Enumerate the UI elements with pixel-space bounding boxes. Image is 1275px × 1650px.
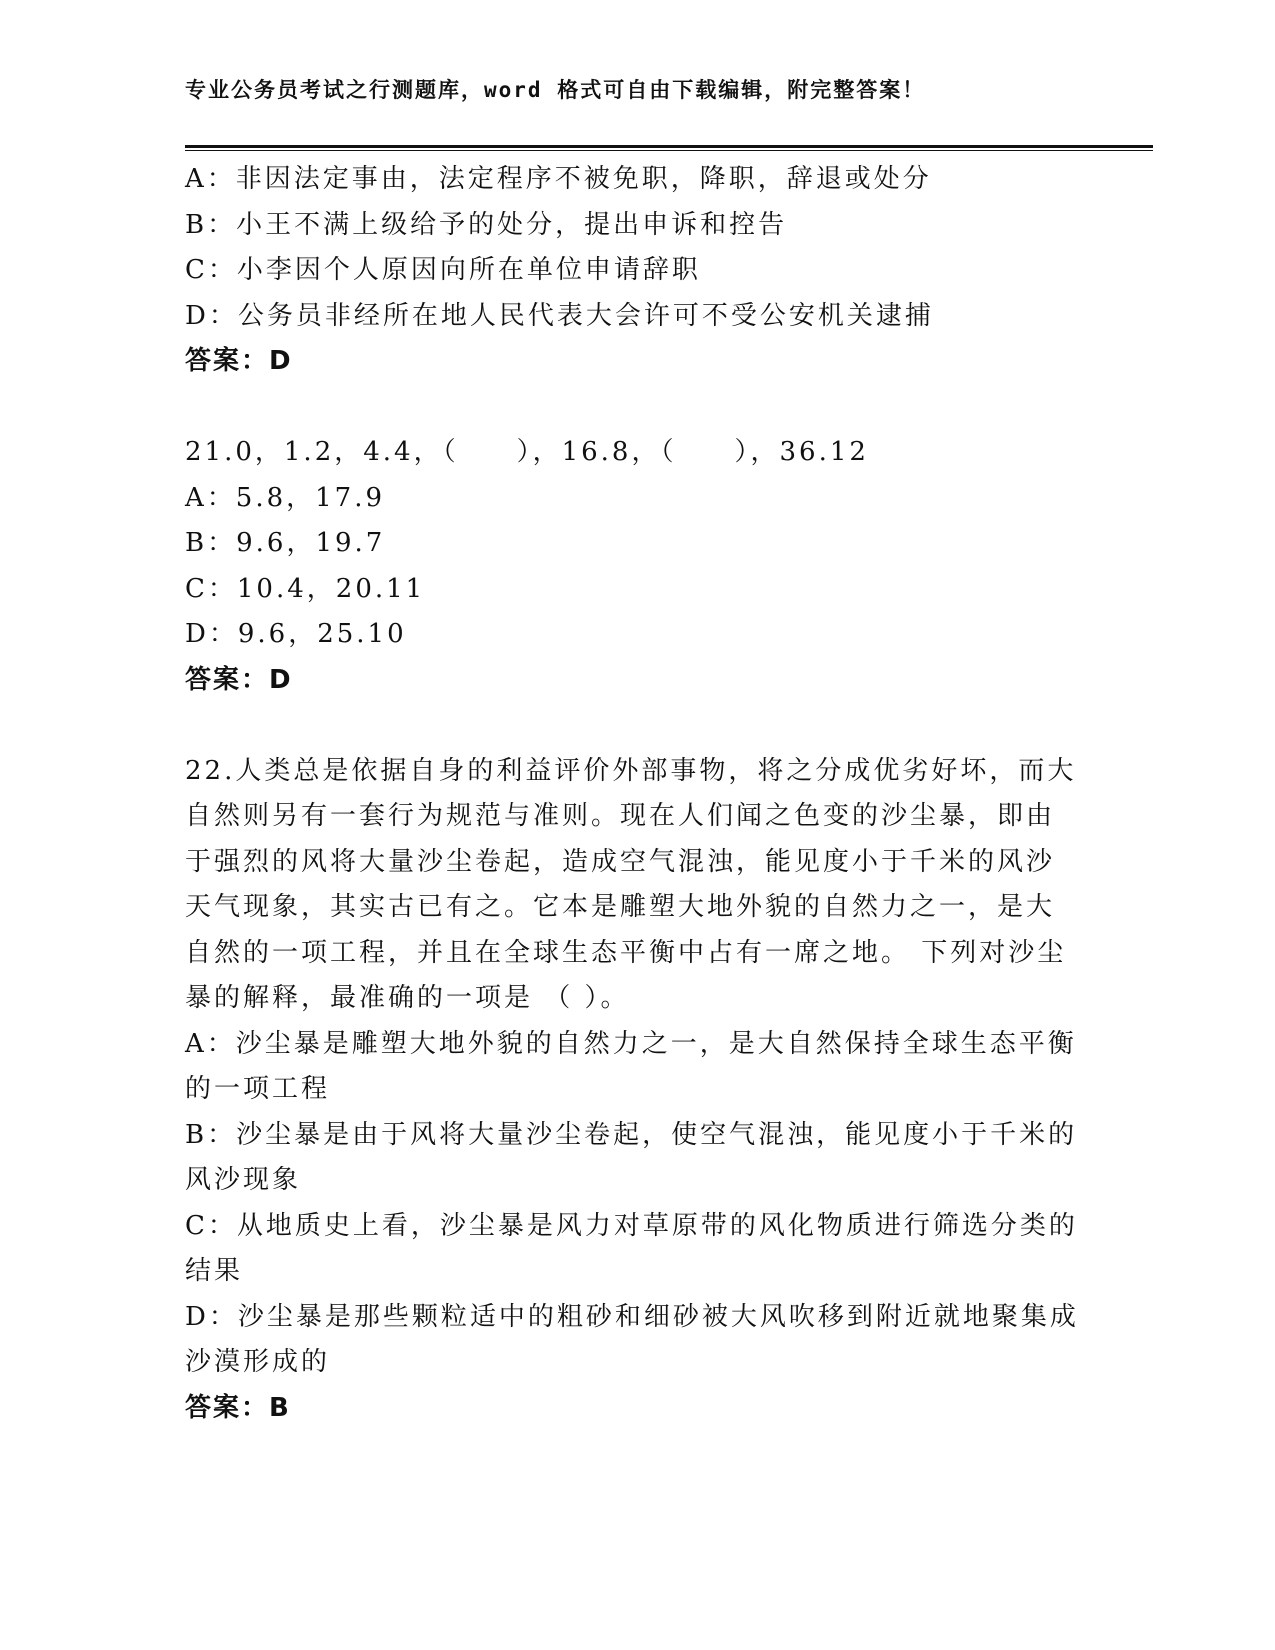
question-stem: 21.0，1.2，4.4，（ ），16.8，（ ），36.12 [185, 437, 869, 467]
option-a: A：非因法定事由，法定程序不被免职，降职，辞退或处分 [185, 164, 932, 194]
option-b: B：9.6，19.7 [185, 528, 386, 558]
option-d-line-2: 沙漠形成的 [185, 1347, 331, 1377]
question-stem-line: 自然的一项工程，并且在全球生态平衡中占有一席之地。 下列对沙尘 [185, 937, 1067, 968]
page-header: 专业公务员考试之行测题库，word 格式可自由下载编辑，附完整答案！ [185, 78, 926, 102]
option-a: A：5.8，17.9 [185, 482, 386, 513]
option-a-line-1: A：沙尘暴是雕塑大地外貌的自然力之一，是大自然保持全球生态平衡 [185, 1028, 1077, 1059]
prev-question-block [185, 157, 1065, 385]
question-stem-line: 22.人类总是依据自身的利益评价外部事物，将之分成优劣好坏，而大 [185, 755, 1077, 786]
question-stem-line: 天气现象，其实古已有之。它本是雕塑大地外貌的自然力之一，是大 [185, 892, 1056, 922]
option-b-line-1: B：沙尘暴是由于风将大量沙尘卷起，使空气混浊，能见度小于千米的 [185, 1119, 1078, 1150]
option-a-line-2: 的一项工程 [185, 1074, 331, 1104]
document-body [185, 157, 1079, 1431]
option-d-line-1: D：沙尘暴是那些颗粒适中的粗砂和细砂被大风吹移到附近就地聚集成 [185, 1301, 1079, 1332]
spacer [185, 703, 1065, 749]
answer-label: 答案：B [185, 1392, 291, 1423]
header-rule-thick [185, 145, 1153, 148]
option-c-line-1: C：从地质史上看，沙尘暴是风力对草原带的风化物质进行筛选分类的 [185, 1210, 1078, 1241]
option-c: C：10.4，20.11 [185, 573, 426, 604]
answer-label: 答案：D [185, 346, 293, 376]
option-b: B：小王不满上级给予的处分，提出申诉和控告 [185, 209, 788, 240]
option-b-line-2: 风沙现象 [185, 1165, 302, 1195]
question-stem-line: 自然则另有一套行为规范与准则。现在人们闻之色变的沙尘暴，即由 [185, 801, 1056, 831]
question-stem-line: 于强烈的风将大量沙尘卷起，造成空气混浊，能见度小于千米的风沙 [185, 846, 1056, 877]
option-d: D：9.6，25.10 [185, 619, 407, 649]
question-21-block [185, 430, 1065, 703]
question-stem-line: 暴的解释，最准确的一项是 （ ）。 [185, 983, 630, 1013]
question-22-block [185, 749, 1079, 1432]
spacer [185, 385, 1065, 431]
option-c: C：小李因个人原因向所在单位申请辞职 [185, 255, 701, 285]
option-d: D：公务员非经所在地人民代表大会许可不受公安机关逮捕 [185, 300, 934, 331]
option-c-line-2: 结果 [185, 1256, 244, 1286]
answer-label: 答案：D [185, 664, 293, 695]
header-rule-thin [185, 150, 1153, 151]
